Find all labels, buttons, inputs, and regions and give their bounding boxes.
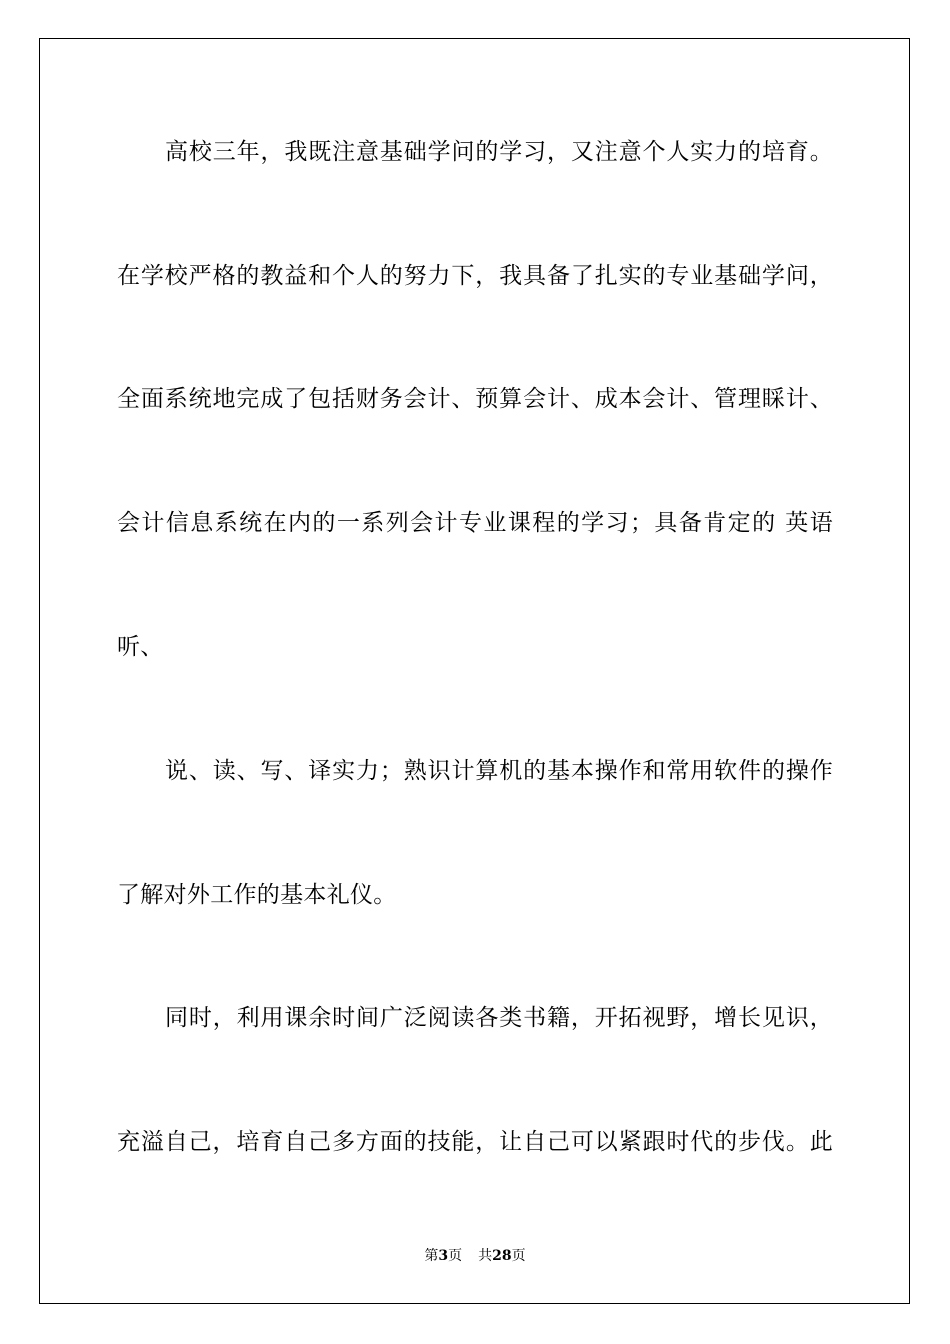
page-suffix: 页 (448, 1248, 463, 1264)
text-line-6: 说、读、写、译实力；熟识计算机的基本操作和常用软件的操作 (165, 758, 833, 784)
page-border (39, 38, 910, 1304)
text-line-4: 会计信息系统在内的一系列会计专业课程的学习；具备肯定的 英语 (117, 510, 833, 536)
text-line-2: 在学校严格的教益和个人的努力下，我具备了扎实的专业基础学问， (117, 263, 833, 289)
text-line-1: 高校三年，我既注意基础学问的学习，又注意个人实力的培育。 (165, 139, 833, 165)
text-line-9: 充溢自己，培育自己多方面的技能，让自己可以紧跟时代的步伐。此 (117, 1129, 833, 1155)
text-line-3: 全面系统地完成了包括财务会计、预算会计、成本会计、管理睬计、 (117, 386, 833, 412)
page-number: 3 (438, 1248, 449, 1264)
text-line-8: 同时，利用课余时间广泛阅读各类书籍，开拓视野，增长见识， (165, 1005, 833, 1031)
text-line-7: 了解对外工作的基本礼仪。 (117, 882, 397, 908)
total-suffix: 页 (511, 1248, 526, 1264)
text-line-5: 听、 (117, 634, 164, 660)
page-prefix: 第 (424, 1248, 439, 1264)
total-prefix: 共 (478, 1248, 493, 1264)
total-pages: 28 (492, 1248, 512, 1264)
page-footer (0, 1247, 950, 1265)
